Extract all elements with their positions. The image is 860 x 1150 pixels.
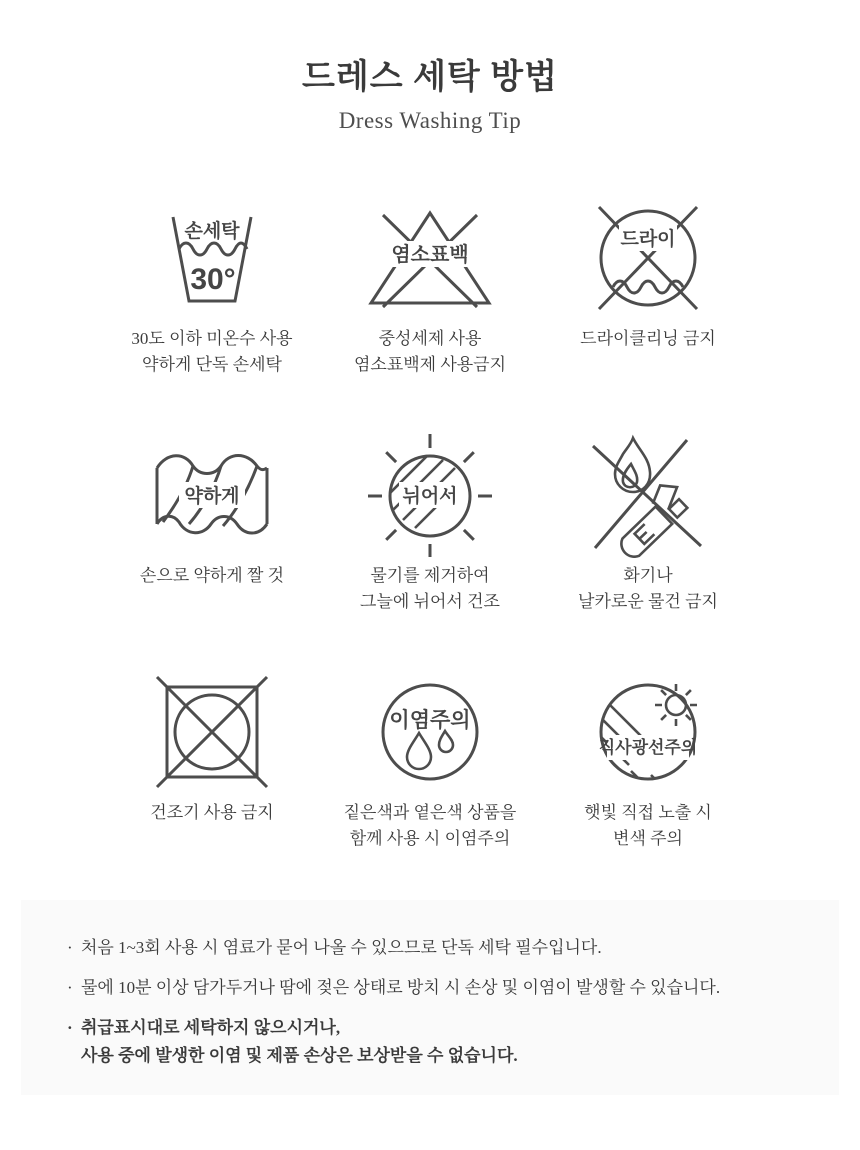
dry-in-shade-icon [355,433,505,557]
care-item-hand-wash [103,196,321,433]
care-item-no-bleach [321,196,539,433]
wring-label: 약하게 [184,486,240,507]
care-caption: 화기나 날카로운 물건 금지 [578,566,718,611]
care-caption: 햇빛 직접 노출 시 변색 주의 [584,803,712,848]
page-title: 드레스 세탁 방법 [302,59,558,96]
hand-wash-30-icon [137,196,287,320]
care-caption: 30도 이하 미온수 사용 약하게 단독 손세탁 [131,329,293,374]
no-fire-sharp-icon [573,433,723,557]
care-caption: 건조기 사용 금지 [150,803,274,822]
care-symbol-grid [103,196,757,852]
note-line: 사용 중에 발생한 이염 및 제품 손상은 보상받을 수 없습니다. [81,1046,518,1065]
color-bleed-icon [355,670,505,794]
header [0,0,860,136]
care-caption: 짙은색과 옅은색 상품을 함께 사용 시 이염주의 [343,803,517,848]
color-bleed-label: 이염주의 [389,709,471,732]
care-item-sunlight [539,670,757,852]
care-caption: 물기를 제거하여 그늘에 뉘어서 건조 [360,566,500,611]
care-caption: 드라이클리닝 금지 [580,329,716,348]
page-subtitle: Dress Washing Tip [338,108,522,133]
note-line: · 취급표시대로 세탁하지 않으시거나, [67,1018,341,1037]
care-item-no-fire-sharp [539,433,757,670]
hand-wash-temperature: 30° [190,263,236,296]
care-caption: 중성세제 사용 염소표백제 사용금지 [353,329,507,374]
bleach-label: 염소표백 [391,244,469,266]
washing-notes-box [21,900,839,1095]
care-caption: 손으로 약하게 짤 것 [139,566,285,585]
care-item-color-bleed [321,670,539,852]
note-line: · 처음 1~3회 사용 시 염료가 묻어 나올 수 있으므로 단독 세탁 필수입니다. [67,938,602,957]
hand-wash-label: 손세탁 [184,221,240,242]
care-item-no-tumble-dry [103,670,321,852]
direct-sunlight-icon [573,670,723,794]
no-tumble-dry-icon [137,670,287,794]
dry-clean-label: 드라이 [620,229,676,250]
care-item-dry-in-shade [321,433,539,670]
dry-in-shade-label: 뉘어서 [402,486,458,507]
sunlight-label: 직사광선주의 [598,738,698,757]
no-dry-cleaning-icon [573,196,723,320]
note-line: · 물에 10분 이상 담가두거나 땀에 젖은 상태로 방치 시 손상 및 이염이 발생할 수 있습니다. [67,978,721,997]
wring-gently-icon [137,433,287,557]
no-chlorine-bleach-icon [355,196,505,320]
care-item-wring-gently [103,433,321,670]
care-item-no-dry-cleaning [539,196,757,433]
